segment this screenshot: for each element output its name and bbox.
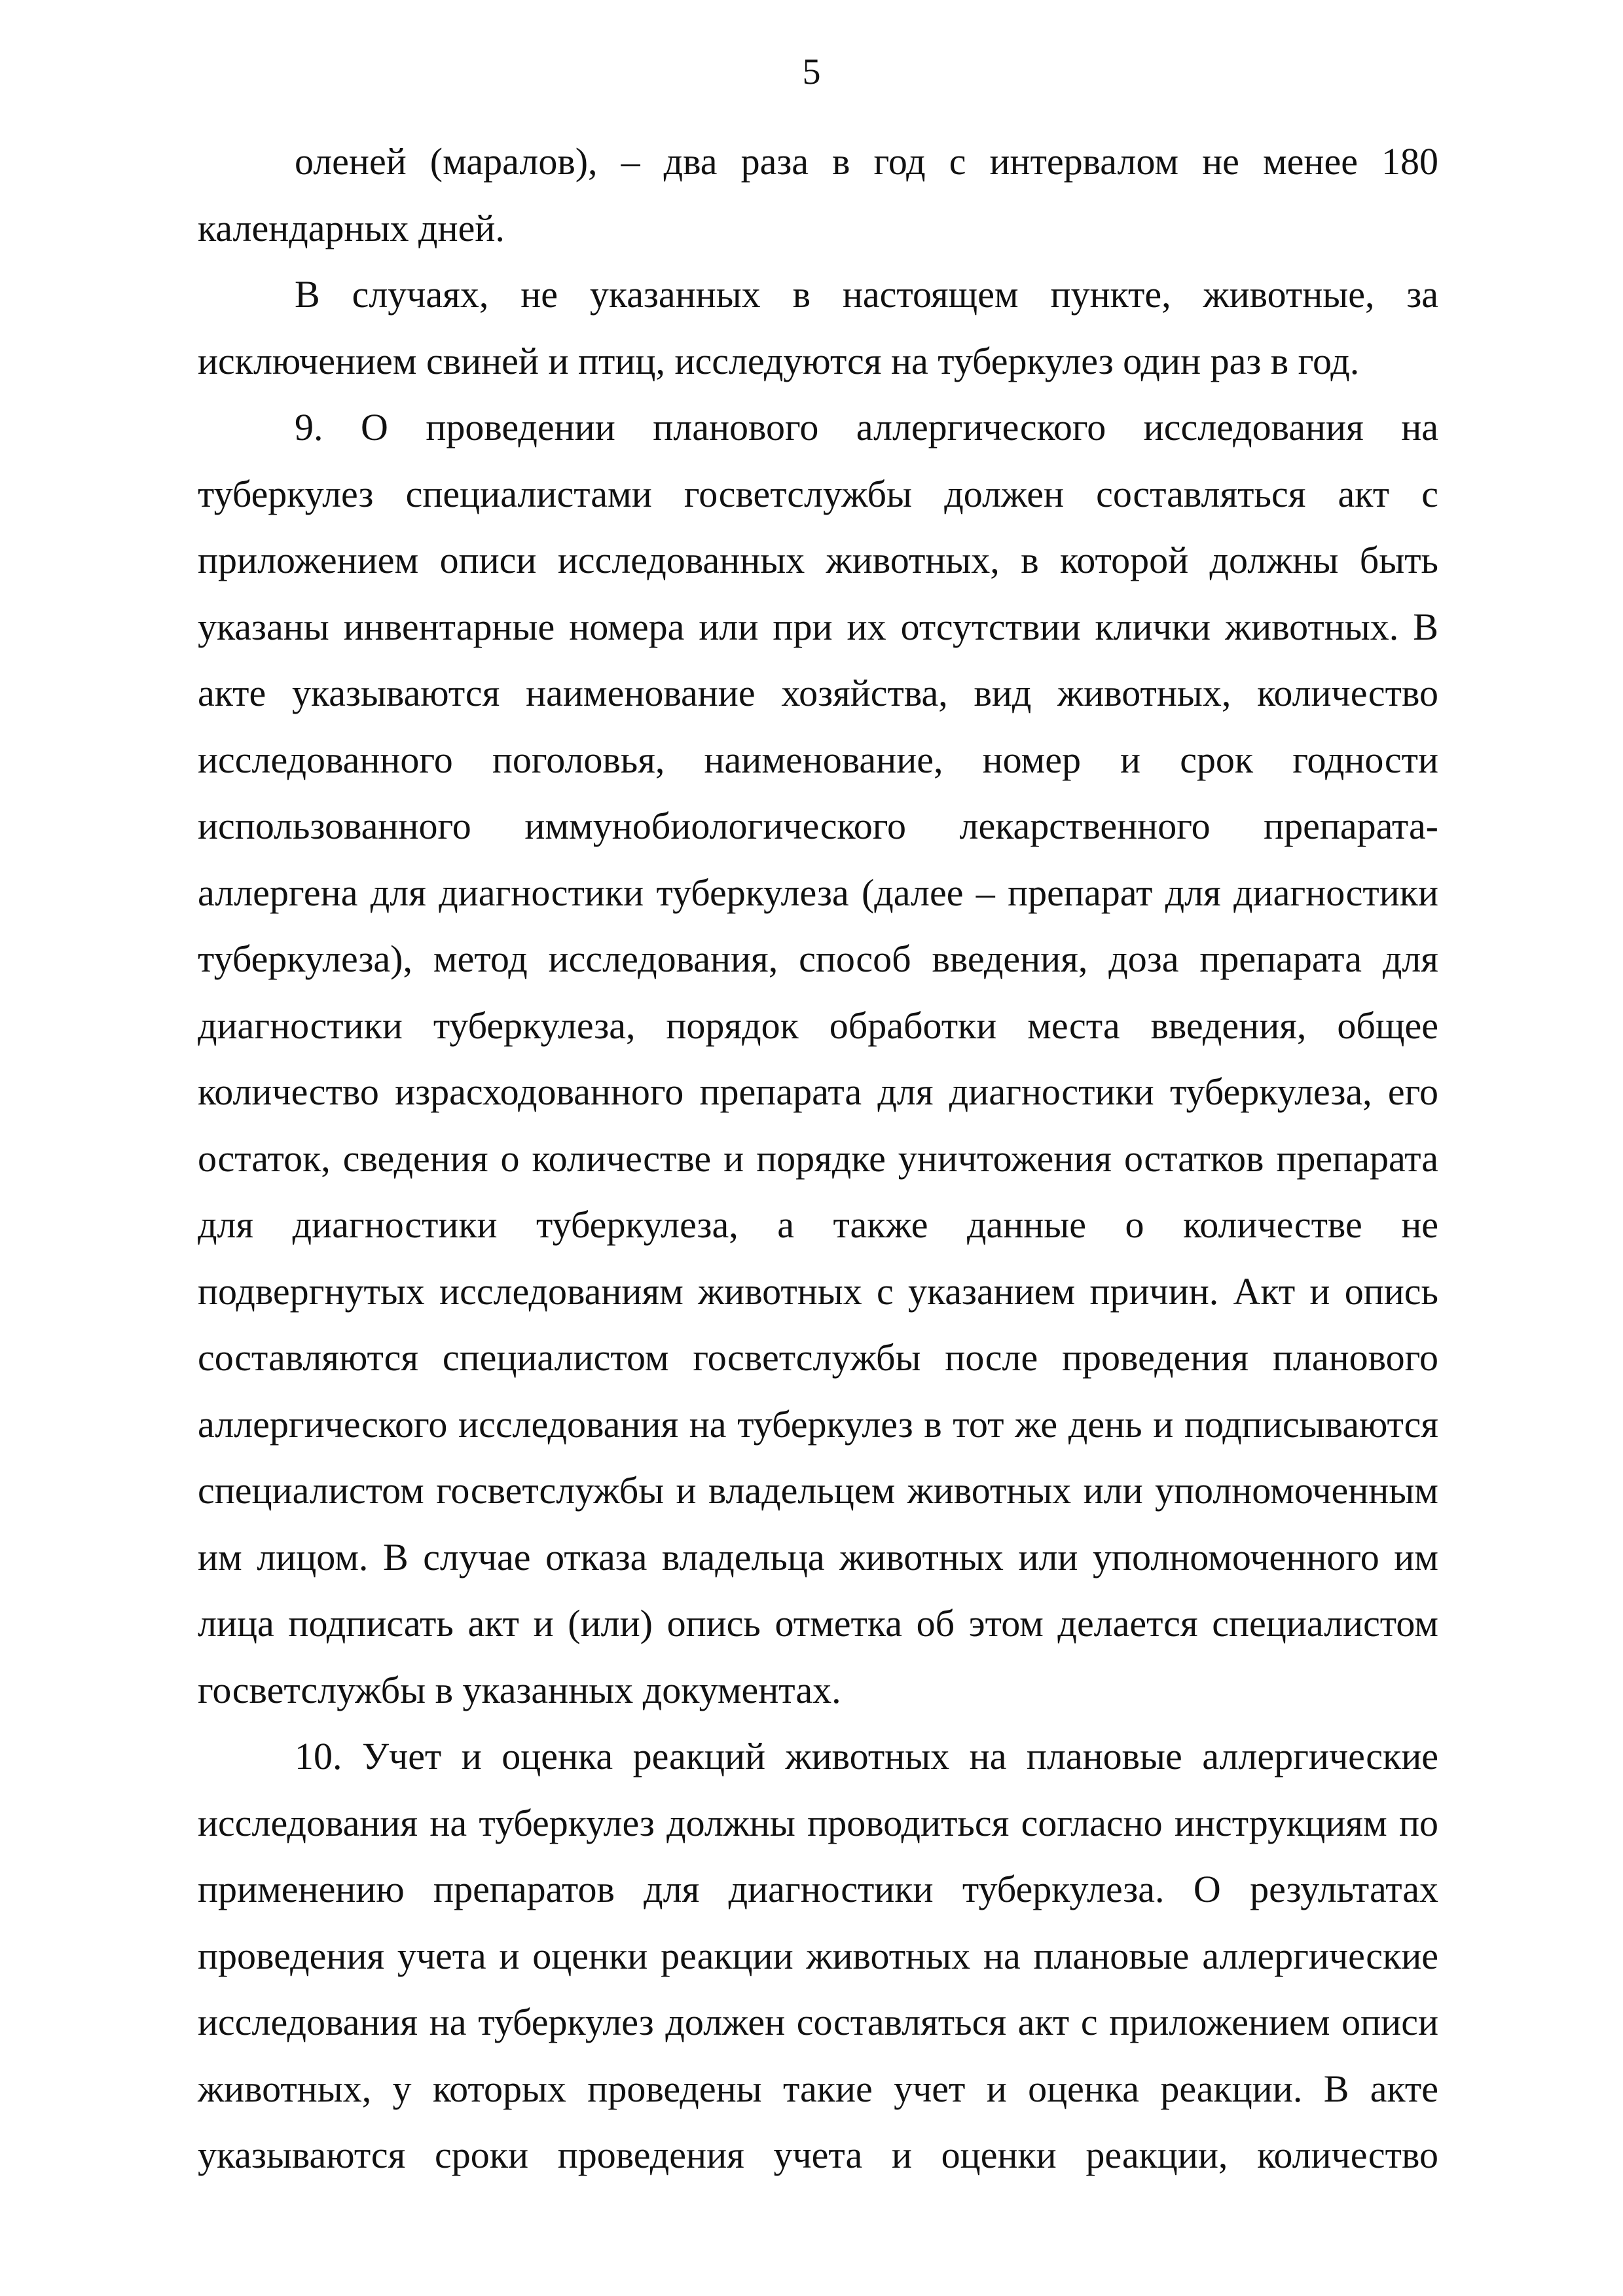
paragraph-other-animals: В случаях, не указанных в настоящем пункте, животные, за исключением свиней и птиц, исследуются на туберкулез один раз в год. — [198, 273, 1438, 382]
page-number: 5 — [802, 52, 821, 92]
paragraph-item-10: 10. Учет и оценка реакций животных на плановые аллергические исследования на туберкулез должны проводиться согласно инструкциям по применению препаратов для диагностики туберкулеза. О результатах проведения учета и оценки реакции животных на плановые аллергические исследования на туберкулез должен составляться акт с приложением описи животных, у которых проведены такие учет и оценка реакции. В акте указываются сроки проведения учета и оценки реакции, количество — [198, 1735, 1438, 2176]
paragraph-animal-deer-schedule: оленей (маралов), – два раза в год с интервалом не менее 180 календарных дней. — [198, 140, 1438, 249]
paragraph-item-9: 9. О проведении планового аллергического исследования на туберкулез специалистами госветслужбы должен составляться акт с приложением описи исследованных животных, в которой должны быть указаны инвентарные номера или при их отсутствии клички животных. В акте указываются наименование хозяйства, вид животных, количество исследованного поголовья, наименование, номер и срок годности использованного иммунобиологического лекарственного препарата-аллергена для диагностики туберкулеза (далее – препарат для диагностики туберкулеза), метод исследования, способ введения, доза препарата для диагностики туберкулеза, порядок обработки места введения, общее количество израсходованного препарата для диагностики туберкулеза, его остаток, сведения о количестве и порядке уничтожения остатков препарата для диагностики туберкулеза, а также данные о количестве не подвергнутых исследованиям животных с указанием причин. Акт и опись составляются специалистом госветслужбы после проведения планового аллергического исследования на туберкулез в тот же день и подписываются специалистом госветслужбы и владельцем животных или уполномоченным им лицом. В случае отказа владельца животных или уполномоченного им лица подписать акт и (или) опись отметка об этом делается специалистом госветслужбы в указанных документах. — [198, 406, 1438, 1711]
document-body — [198, 128, 1438, 2189]
